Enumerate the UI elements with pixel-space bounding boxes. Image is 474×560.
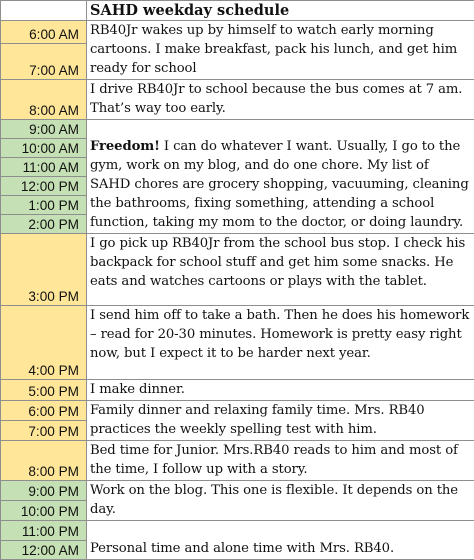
freedom-text: I can do whatever I want. Usually, I go to the gym, work on my blog, and do one chore. My list of SAHD chores are grocery shopping, vacuuming, cleaning the bathrooms, fixing something, attending a school function, taking my mom to the doctor, or doing laundry. xyxy=(90,139,469,231)
header-empty-cell xyxy=(1,1,87,21)
time-cell: 6:00 PM xyxy=(1,400,87,420)
entry-drive: I drive RB40Jr to school because the bus comes at 7 am. That’s way too early. xyxy=(87,79,474,119)
schedule-title: SAHD weekday schedule xyxy=(87,1,474,21)
time-cell: 12:00 AM xyxy=(1,540,87,559)
table-row xyxy=(1,400,474,420)
time-cell: 11:00 PM xyxy=(1,520,87,540)
entry-family: Family dinner and relaxing family time. Mrs. RB40 practices the weekly spelling test with him. xyxy=(87,400,474,440)
table-row xyxy=(1,79,474,119)
entry-freedom xyxy=(87,119,474,233)
time-cell: 10:00 PM xyxy=(1,500,87,520)
table-row xyxy=(1,21,474,44)
time-cell: 9:00 PM xyxy=(1,480,87,500)
table-row xyxy=(1,379,474,400)
time-cell: 5:00 PM xyxy=(1,379,87,400)
time-cell: 11:00 AM xyxy=(1,157,87,176)
entry-blog: Work on the blog. This one is flexible. It depends on the day. xyxy=(87,480,474,520)
time-cell: 8:00 PM xyxy=(1,440,87,480)
time-cell: 4:00 PM xyxy=(1,305,87,379)
header-row xyxy=(1,1,474,21)
time-cell: 3:00 PM xyxy=(1,233,87,305)
time-cell: 6:00 AM xyxy=(1,21,87,44)
entry-bath: I send him off to take a bath. Then he does his homework – read for 20-30 minutes. Homework is pretty easy right now, but I expect it to be harder next year. xyxy=(87,305,474,379)
freedom-lead: Freedom! xyxy=(90,139,160,154)
entry-bedtime: Bed time for Junior. Mrs.RB40 reads to him and most of the time, I follow up with a story. xyxy=(87,440,474,480)
time-cell: 7:00 PM xyxy=(1,420,87,440)
table-row xyxy=(1,520,474,540)
time-cell: 8:00 AM xyxy=(1,79,87,119)
time-cell: 1:00 PM xyxy=(1,195,87,214)
entry-pickup: I go pick up RB40Jr from the school bus stop. I check his backpack for school stuff and get him some snacks. He eats and watches cartoons or plays with the tablet. xyxy=(87,233,474,305)
time-cell: 10:00 AM xyxy=(1,138,87,157)
entry-morning: RB40Jr wakes up by himself to watch early morning cartoons. I make breakfast, pack his lunch, and get him ready for school xyxy=(87,21,474,80)
time-cell: 7:00 AM xyxy=(1,44,87,79)
table-row xyxy=(1,440,474,480)
time-cell: 9:00 AM xyxy=(1,119,87,138)
table-row xyxy=(1,119,474,138)
table-row xyxy=(1,233,474,305)
table-row xyxy=(1,305,474,379)
entry-dinner: I make dinner. xyxy=(87,379,474,400)
table-row xyxy=(1,480,474,500)
time-cell: 12:00 PM xyxy=(1,176,87,195)
entry-personal: Personal time and alone time with Mrs. RB40. xyxy=(87,520,474,559)
time-cell: 2:00 PM xyxy=(1,214,87,233)
